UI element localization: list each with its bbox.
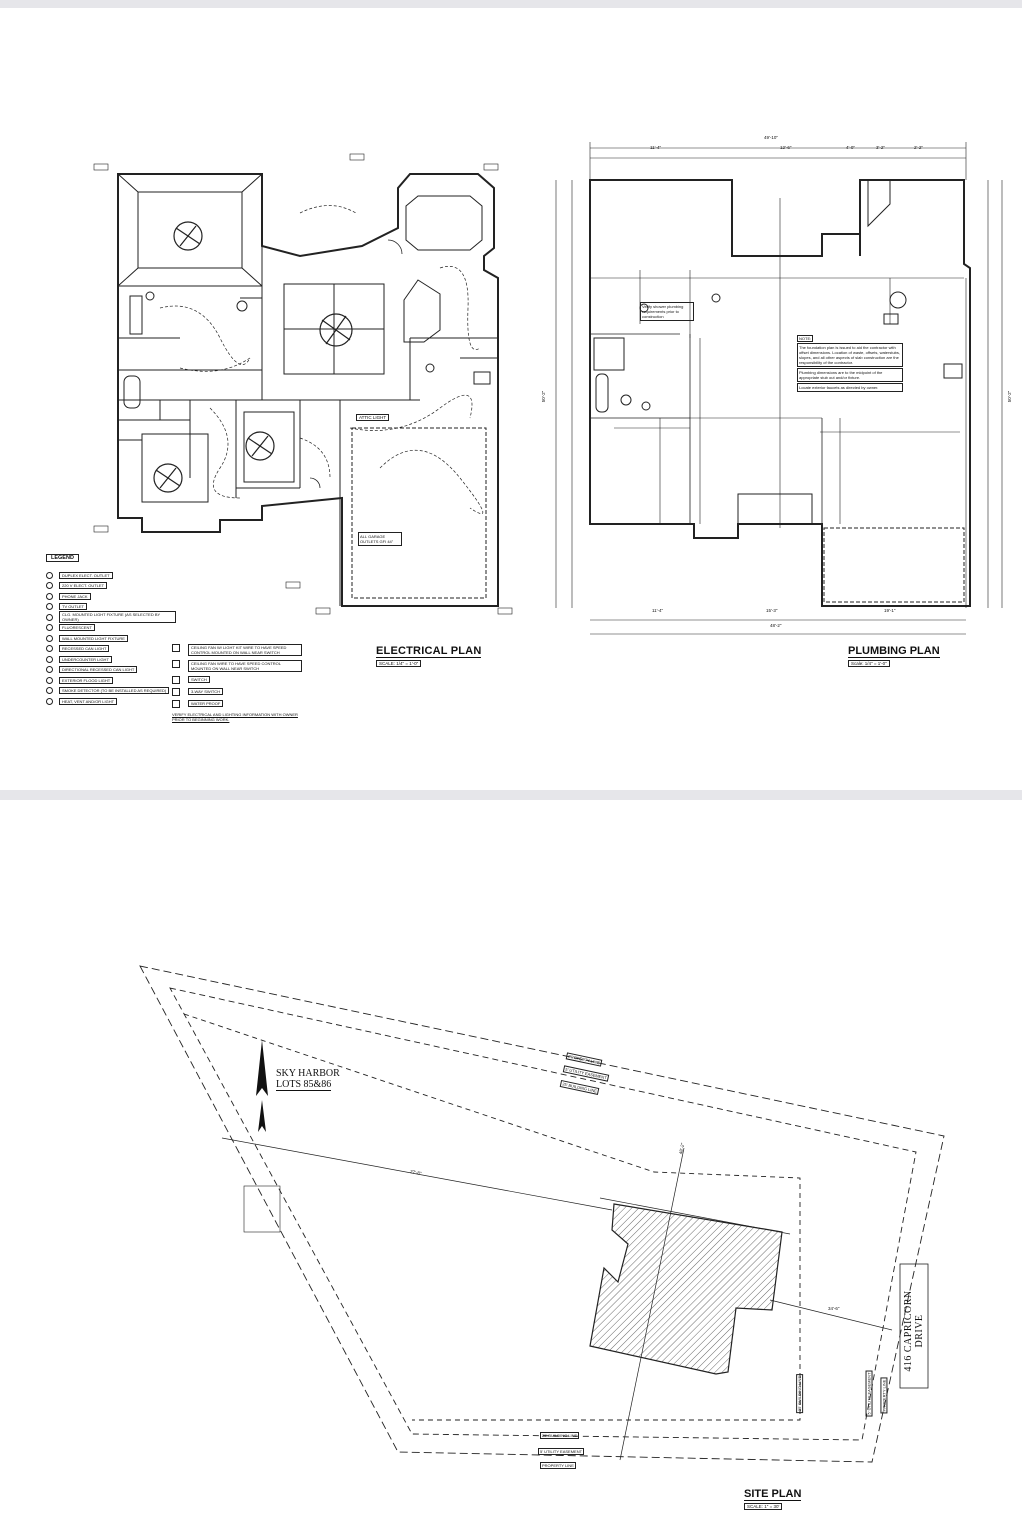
garage-note: ALL GARAGE OUTLETS GFI 44" (358, 532, 402, 546)
dimension-label: 19'-1" (884, 608, 896, 613)
legend-item (46, 633, 176, 644)
property-line-right: PROPERTY LINE (881, 1379, 887, 1412)
legend-symbol-icon (46, 666, 53, 673)
legend-label: CLG. MOUNTED LIGHT FIXTURE (AS SELECTED BY OWNER) (59, 611, 176, 623)
legend-label: DUPLEX ELECT. OUTLET (59, 572, 113, 579)
overall-depth-dim: 50'-2" (541, 390, 547, 403)
dimension-label: 12'-6" (780, 145, 792, 150)
legend-item (46, 581, 176, 592)
plumbing-plan-title: PLUMBING PLAN (848, 645, 940, 657)
legend-right-label: CEILING FAN W/ LIGHT KIT WIRE TO HAVE SPEED CONTROL MOUNTED ON WALL NEAR SWITCH (188, 644, 302, 656)
utility-easement-bottom: 5' UTILITY EASEMENT (540, 1449, 583, 1454)
legend-label: PHONE JACK (59, 593, 91, 600)
legend-right-item (172, 688, 302, 696)
legend-right-symbol-icon (172, 660, 180, 668)
dim-b: 34'-6" (828, 1306, 840, 1311)
legend-symbol-icon (46, 645, 53, 652)
legend-symbol-icon (46, 656, 53, 663)
shower-note: Verify shower plumbing requirements prior to construction (640, 302, 694, 321)
note-text-3: Locate exterior faucets as directed by owner. (797, 383, 903, 392)
legend-symbol-icon (46, 677, 53, 684)
electrical-plan-scale: SCALE: 1/4" = 1'-0" (376, 660, 421, 667)
attic-light-label: ATTIC LIGHT (356, 414, 389, 421)
legend-right-item (172, 700, 302, 708)
street-label: 416 CAPRICORN DRIVE (903, 1290, 925, 1372)
site-plan-scale: SCALE: 1" = 30' (744, 1503, 782, 1510)
legend-label: UNDERCOUNTER LIGHT (59, 656, 112, 663)
dim-a: 27'-8" (409, 1168, 422, 1177)
sheet-electrical-plumbing (0, 8, 1022, 790)
legend-right-item (172, 644, 302, 656)
legend-label: EXTERIOR FLOOD LIGHT (59, 677, 113, 684)
legend-symbol-icon (46, 572, 53, 579)
overall-width-bottom-dim: 48'-2" (770, 623, 782, 628)
note-text-2: Plumbing dimensions are to the midpoint of the appropriate stub out and/or fixture. (797, 368, 903, 382)
dimension-label: 11'-4" (652, 608, 664, 613)
overall-width-dim: 49'-10" (764, 135, 778, 140)
lot-label (276, 1068, 340, 1091)
electrical-plan-title: ELECTRICAL PLAN (376, 645, 482, 657)
legend-item (46, 696, 176, 707)
legend-symbol-icon (46, 635, 53, 642)
legend-item (46, 644, 176, 655)
foundation-note (797, 335, 903, 392)
legend-title: LEGEND (46, 554, 79, 562)
legend-symbol-icon (46, 593, 53, 600)
property-line-top: PROPERTY LINE (566, 1052, 603, 1066)
note-title: NOTE: (799, 336, 812, 341)
legend-label: HEAT, VENT AND/OR LIGHT (59, 698, 117, 705)
legend-label: WALL MOUNTED LIGHT FIXTURE (59, 635, 128, 642)
verify-note: VERIFY ELECTRICAL AND LIGHTING INFORMATION WITH OWNER PRIOR TO BEGINNING WORK. (172, 712, 298, 722)
legend-right-symbol-icon (172, 644, 180, 652)
dim-c: 48'-2" (678, 1142, 686, 1155)
building-line-bottom: 25' BUILDING LINE (542, 1433, 578, 1438)
legend-item (46, 686, 176, 697)
top-bar (0, 0, 1022, 8)
legend-symbol-icon (46, 603, 53, 610)
dimension-label: 4'-0" (846, 145, 855, 150)
legend-right-label: WATER PROOF (188, 700, 223, 707)
property-line-bottom: PROPERTY LINE (542, 1463, 574, 1468)
north-arrow (256, 1040, 268, 1132)
electrical-legend-right (172, 644, 302, 722)
plumbing-floorplan (556, 142, 1002, 634)
electrical-floorplan (118, 174, 498, 606)
site-plan-title: SITE PLAN (744, 1488, 802, 1500)
legend-right-item (172, 660, 302, 672)
legend-label: FLUORESCENT (59, 624, 95, 631)
house-footprint (590, 1204, 782, 1374)
legend-right-label: SWITCH (188, 676, 210, 683)
overall-depth-dim-right: 50'-2" (1007, 390, 1013, 403)
building-line-right: 25' BUILDING LINE (797, 1375, 803, 1412)
legend-item (46, 654, 176, 665)
legend-label: 220 V ELECT. OUTLET (59, 582, 107, 589)
legend-item (46, 570, 176, 581)
building-line-top: 25' BUILDING LINE (560, 1080, 600, 1095)
lot-label-line2: LOTS 85&86 (276, 1079, 332, 1090)
utility-easement-top: 5' UTILITY EASEMENT (563, 1065, 609, 1081)
legend-right-item (172, 676, 302, 684)
legend-label: DIRECTIONAL RECESSED CAN LIGHT (59, 666, 137, 673)
note-text: The foundation plan is issued to aid the contractor with offset dimensions. Location of waste, offsets, waterstubs, slopes, and all other aspects of slab construction are the responsibility of the contractor. (797, 343, 903, 367)
legend-item (46, 675, 176, 686)
plumbing-plan-scale: Scale: 1/4" = 1'-0" (848, 660, 890, 667)
legend-symbol-icon (46, 687, 53, 694)
dimension-label: 2'-2" (914, 145, 923, 150)
legend-label: SMOKE DETECTOR (TO BE INSTALLED AS REQUIRED) (59, 687, 169, 694)
dimension-label: 11'-4" (650, 145, 662, 150)
page-divider (0, 790, 1022, 800)
legend-symbol-icon (46, 614, 53, 621)
legend-right-symbol-icon (172, 700, 180, 708)
legend-right-symbol-icon (172, 676, 180, 684)
legend-right-label: 3-WAY SWITCH (188, 688, 223, 695)
lot-label-line1: SKY HARBOR (276, 1068, 340, 1079)
dimension-label: 15'-3" (766, 608, 778, 613)
legend-symbol-icon (46, 698, 53, 705)
legend-item (46, 612, 176, 623)
legend-item (46, 665, 176, 676)
sheet-site-plan (0, 800, 1022, 1536)
utility-easement-right: 5' UTILITY EASEMENT (866, 1372, 872, 1415)
legend-item (46, 591, 176, 602)
legend-symbol-icon (46, 582, 53, 589)
legend-item (46, 623, 176, 634)
legend-label: TV OUTLET (59, 603, 87, 610)
legend-label: RECESSED CAN LIGHT (59, 645, 109, 652)
dimension-label: 3'-2" (876, 145, 885, 150)
electrical-legend (46, 546, 176, 707)
legend-right-symbol-icon (172, 688, 180, 696)
legend-symbol-icon (46, 624, 53, 631)
legend-right-label: CEILING FAN WIRE TO HAVE SPEED CONTROL MOUNTED ON WALL NEAR SWITCH (188, 660, 302, 672)
site-plan-drawing (0, 800, 1022, 1536)
